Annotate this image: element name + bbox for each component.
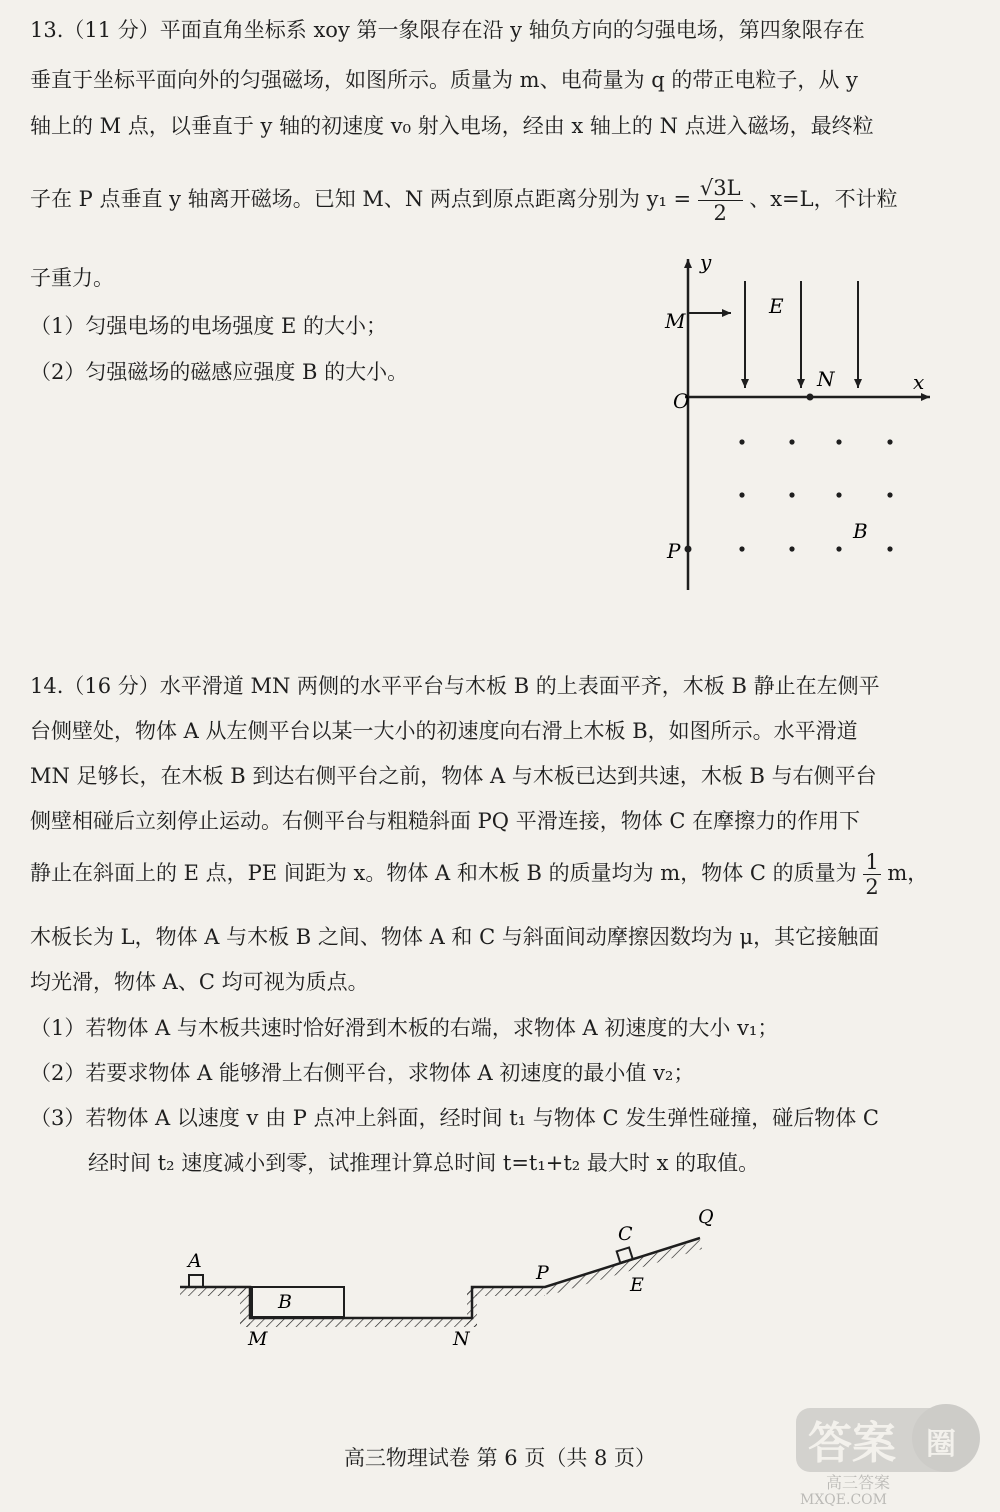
point-p-dot: [685, 546, 692, 553]
q14-line-5: [30, 850, 928, 899]
q13-fraction-numerator: √3L: [699, 176, 741, 200]
q13-field-diagram: [655, 245, 955, 600]
label-o: O: [673, 389, 690, 413]
q14-part-1: （1）若物体 A 与木板共速时恰好滑到木板的右端，求物体 A 初速度的大小 v₁；: [30, 1016, 779, 1040]
label-e: E: [630, 1274, 644, 1296]
label-x: x: [913, 370, 925, 394]
b-field-dots: [739, 439, 892, 551]
svg-text:MXQE.COM: MXQE.COM: [800, 1492, 887, 1506]
q14-line-7: 均光滑，物体 A、C 均可视为质点。: [30, 970, 369, 994]
label-a: A: [188, 1250, 202, 1272]
q13-line-1: 13.（11 分）平面直角坐标系 xoy 第一象限存在沿 y 轴负方向的匀强电场，第四象限存在: [30, 18, 865, 42]
q14-line-6: 木板长为 L，物体 A 与木板 B 之间、物体 A 和 C 与斜面间动摩擦因数均为 μ，其它接触面: [30, 925, 880, 949]
q14-line-2: 台侧壁处，物体 A 从左侧平台以某一大小的初速度向右滑上木板 B，如图所示。水平滑道: [30, 719, 858, 743]
label-n: N: [453, 1328, 470, 1350]
q14-fraction-numerator: 1: [865, 850, 879, 874]
board-b: [252, 1287, 344, 1317]
q14-line-3: MN 足够长，在木板 B 到达右侧平台之前，物体 A 与木板已达到共速，木板 B 与右侧平台: [30, 764, 877, 788]
label-b: B: [853, 519, 868, 543]
q14-part-3-cont: 经时间 t₂ 速度减小到零，试推理计算总时间 t=t₁+t₂ 最大时 x 的取值。: [88, 1151, 760, 1175]
ground-hatching: [180, 1240, 702, 1327]
q13-line-2: 垂直于坐标平面向外的匀强磁场，如图所示。质量为 m、电荷量为 q 的带正电粒子，从 y: [30, 68, 858, 92]
point-n-dot: [807, 394, 814, 401]
q14-line-5-b: m，: [887, 861, 929, 886]
watermark-logo: [796, 1398, 986, 1506]
q13-line-4-a: 子在 P 点垂直 y 轴离开磁场。已知 M、N 两点到原点距离分别为 y₁ =: [30, 187, 692, 212]
label-c: C: [618, 1223, 633, 1245]
q14-fraction: [863, 850, 880, 899]
q13-line-5: 子重力。: [30, 266, 114, 290]
svg-text:圈: 圈: [926, 1427, 956, 1462]
label-y: y: [700, 250, 712, 274]
q13-line-4: [30, 176, 898, 225]
label-p: P: [667, 539, 681, 563]
label-b: B: [278, 1291, 292, 1313]
q14-line-5-a: 静止在斜面上的 E 点，PE 间距为 x。物体 A 和木板 B 的质量均为 m，物体 C 的质量为: [30, 861, 857, 886]
q13-part-1: （1）匀强电场的电场强度 E 的大小；: [30, 314, 388, 338]
q13-fraction: [698, 176, 743, 225]
q13-line-4-b: 、x=L，不计粒: [749, 187, 898, 212]
q14-part-2: （2）若要求物体 A 能够滑上右侧平台，求物体 A 初速度的最小值 v₂；: [30, 1061, 695, 1085]
block-c: [617, 1247, 633, 1262]
q14-line-4: 侧壁相碰后立刻停止运动。右侧平台与粗糙斜面 PQ 平滑连接，物体 C 在摩擦力的作用下: [30, 809, 861, 833]
label-e: E: [769, 294, 784, 318]
label-m: M: [665, 309, 686, 333]
q14-line-1: 14.（16 分）水平滑道 MN 两侧的水平平台与木板 B 的上表面平齐，木板 B 静止在左侧平: [30, 674, 880, 698]
block-a: [189, 1275, 203, 1287]
q13-part-2: （2）匀强磁场的磁感应强度 B 的大小。: [30, 360, 409, 384]
svg-text:答案: 答案: [808, 1418, 896, 1469]
svg-text:高三答案: 高三答案: [826, 1473, 891, 1492]
q14-track-diagram: [170, 1205, 730, 1355]
label-q: Q: [698, 1206, 714, 1228]
label-m: M: [248, 1328, 268, 1350]
q13-line-3: 轴上的 M 点，以垂直于 y 轴的初速度 v₀ 射入电场，经由 x 轴上的 N 点进入磁场，最终粒: [30, 114, 874, 138]
q14-fraction-denominator: 2: [865, 875, 879, 900]
q13-fraction-denominator: 2: [713, 201, 727, 226]
label-p: P: [536, 1262, 549, 1284]
q14-part-3: （3）若物体 A 以速度 v 由 P 点冲上斜面，经时间 t₁ 与物体 C 发生弹性碰撞，碰后物体 C: [30, 1106, 879, 1130]
label-n: N: [817, 367, 835, 391]
page-footer: 高三物理试卷 第 6 页（共 8 页）: [343, 1446, 657, 1470]
